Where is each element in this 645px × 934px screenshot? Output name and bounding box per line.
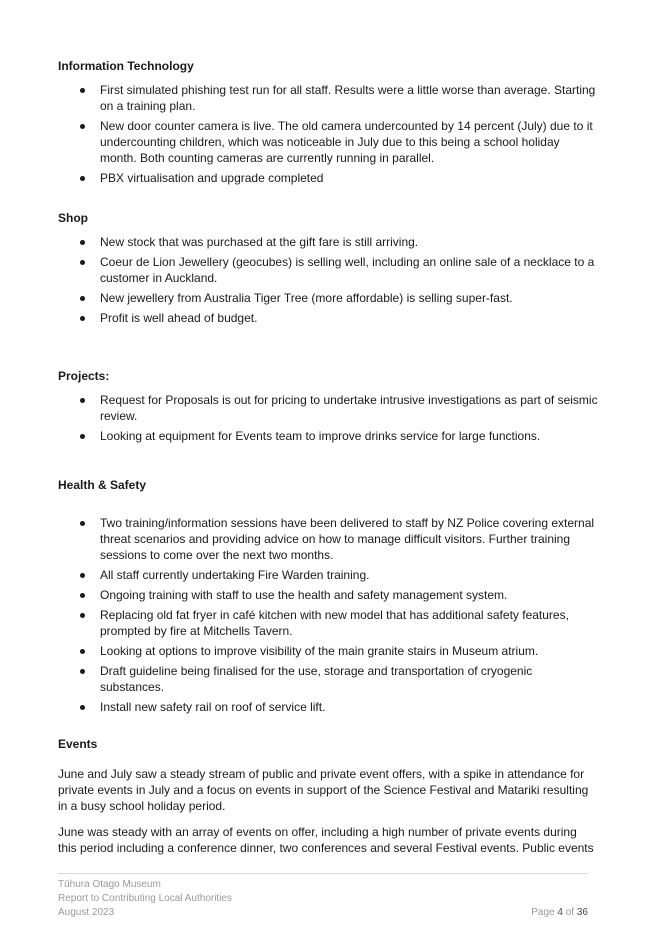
bullet-icon [80, 521, 85, 526]
list-item: New jewellery from Australia Tiger Tree (more affordable) is selling super-fast. [58, 290, 598, 306]
bullet-icon [80, 260, 85, 265]
section-heading: Information Technology [58, 59, 194, 73]
list-item: Draft guideline being finalised for the use, storage and transportation of cryogenic substances. [58, 663, 598, 695]
footer-report: Report to Contributing Local Authorities [58, 893, 232, 904]
footer-date: August 2023 [58, 907, 115, 918]
bullet-list [58, 392, 598, 444]
list-item: All staff currently undertaking Fire Warden training. [58, 567, 598, 583]
bullet-icon [80, 613, 85, 618]
list-item: Ongoing training with staff to use the health and safety management system. [58, 587, 598, 603]
list-item: PBX virtualisation and upgrade completed [58, 170, 598, 186]
bullet-icon [80, 398, 85, 403]
section-heading: Shop [58, 211, 88, 225]
section-heading: Health & Safety [58, 478, 147, 492]
bullet-icon [80, 705, 85, 710]
list-item: Looking at equipment for Events team to improve drinks service for large functions. [58, 428, 598, 444]
section-events [58, 736, 598, 856]
bullet-list [58, 515, 598, 715]
section-shop [58, 210, 598, 326]
list-item: Replacing old fat fryer in café kitchen with new model that has additional safety features, prompted by fire at Mitchells Tavern. [58, 607, 598, 639]
page-number: Page 4 of 36 [531, 907, 588, 918]
section-heading: Projects: [58, 369, 110, 383]
section-information-technology [58, 58, 598, 186]
list-item: Looking at options to improve visibility of the main granite stairs in Museum atrium. [58, 643, 598, 659]
bullet-icon [80, 240, 85, 245]
bullet-icon [80, 176, 85, 181]
bullet-icon [80, 88, 85, 93]
paragraph: June was steady with an array of events on offer, including a high number of private events during this period including a conference dinner, two conferences and several Festival events. Public events [58, 825, 594, 855]
footer-org: Tūhura Otago Museum [58, 879, 161, 890]
bullet-list [58, 234, 598, 326]
list-item: Request for Proposals is out for pricing to undertake intrusive investigations as part of seismic review. [58, 392, 598, 424]
list-item: Two training/information sessions have been delivered to staff by NZ Police covering external threat scenarios and providing advice on how to manage difficult visitors. Further training sessions to come over the next two months. [58, 515, 598, 563]
section-health-safety [58, 477, 598, 715]
list-item: New stock that was purchased at the gift fare is still arriving. [58, 234, 598, 250]
bullet-icon [80, 316, 85, 321]
list-item: Install new safety rail on roof of service lift. [58, 699, 598, 715]
bullet-icon [80, 593, 85, 598]
bullet-icon [80, 573, 85, 578]
page-footer [58, 873, 588, 920]
bullet-icon [80, 669, 85, 674]
list-item: Coeur de Lion Jewellery (geocubes) is selling well, including an online sale of a necklace to a customer in Auckland. [58, 254, 598, 286]
bullet-icon [80, 124, 85, 129]
section-heading: Events [58, 737, 98, 751]
section-projects [58, 368, 598, 444]
bullet-icon [80, 649, 85, 654]
list-item: Profit is well ahead of budget. [58, 310, 598, 326]
bullet-icon [80, 434, 85, 439]
bullet-icon [80, 296, 85, 301]
list-item: First simulated phishing test run for all staff. Results were a little worse than average. Starting on a training plan. [58, 82, 598, 114]
bullet-list [58, 82, 598, 186]
paragraph: June and July saw a steady stream of public and private event offers, with a spike in attendance for private events in July and a focus on events in support of the Science Festival and Matariki resulting in a busy school holiday period. [58, 767, 589, 813]
list-item: New door counter camera is live. The old camera undercounted by 14 percent (July) due to it undercounting children, which was noticeable in July due to this being a school holiday month. Both counting cameras are currently running in parallel. [58, 118, 598, 166]
